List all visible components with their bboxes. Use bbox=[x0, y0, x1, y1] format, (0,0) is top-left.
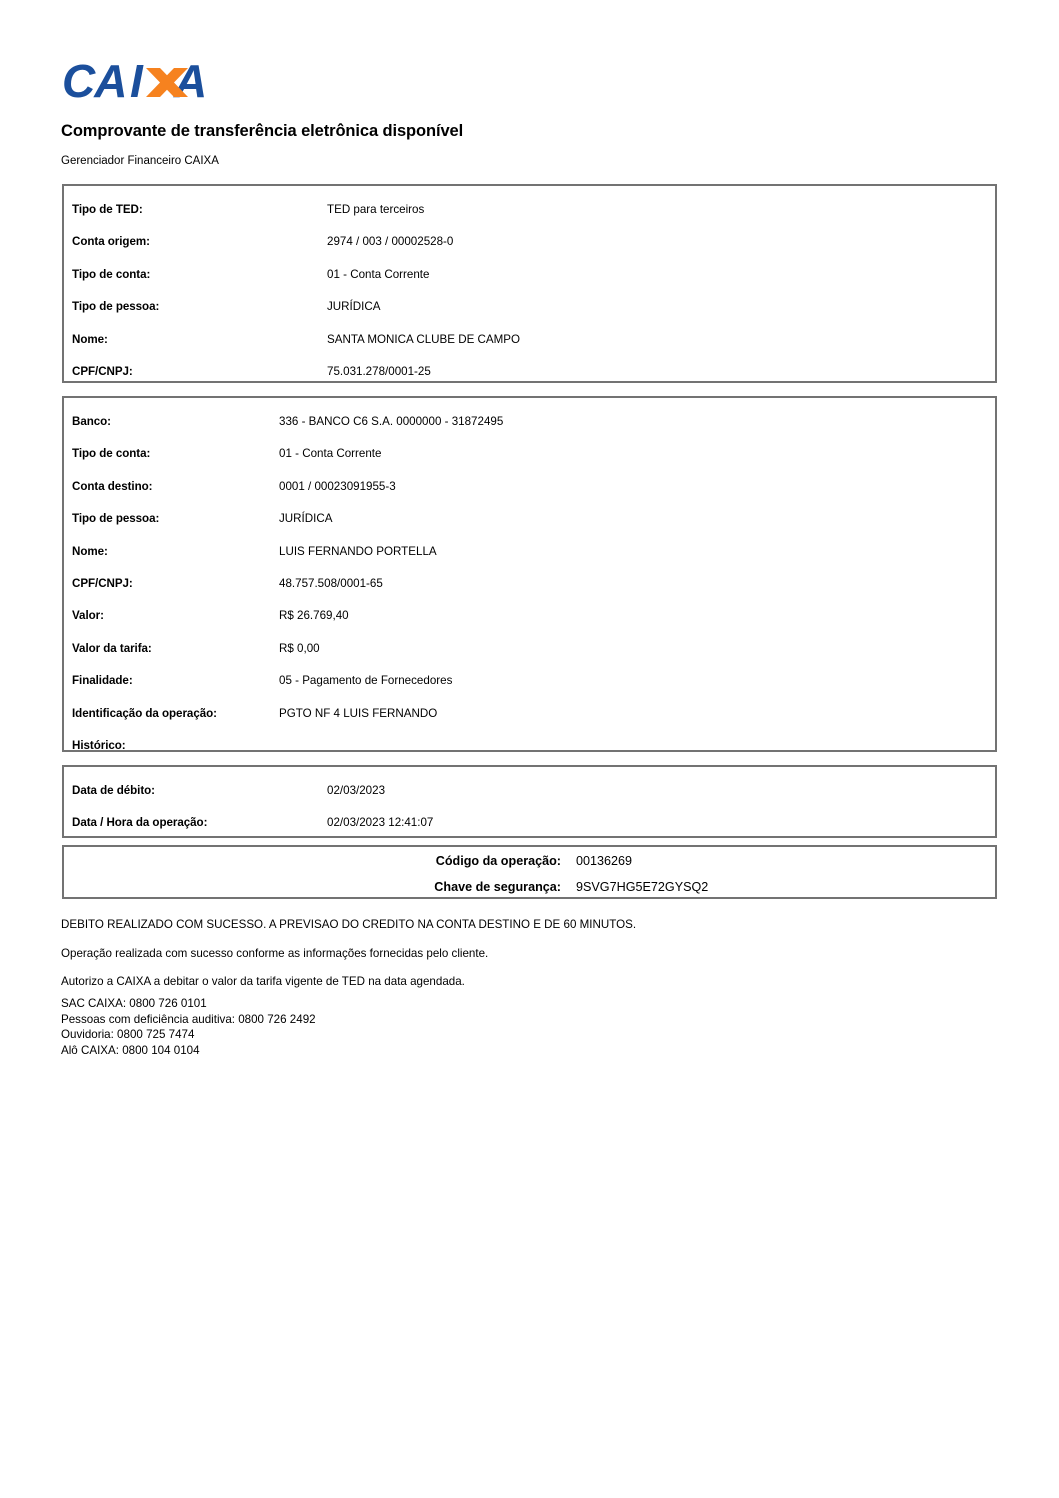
row-value: R$ 26.769,40 bbox=[279, 609, 349, 623]
row-value: SANTA MONICA CLUBE DE CAMPO bbox=[327, 332, 521, 346]
contact-list bbox=[61, 996, 316, 1058]
row-label: CPF/CNPJ: bbox=[72, 364, 133, 378]
row-label: Banco: bbox=[72, 415, 111, 428]
table-row bbox=[64, 698, 995, 730]
svg-text:A: A bbox=[174, 57, 207, 107]
table-row bbox=[64, 568, 995, 600]
contact-line: Ouvidoria: 0800 725 7474 bbox=[61, 1028, 195, 1042]
row-value: 02/03/2023 bbox=[327, 784, 386, 797]
table-row bbox=[64, 665, 995, 697]
contact-line: Pessoas com deficiência auditiva: 0800 726 2492 bbox=[61, 1012, 316, 1026]
page-subtitle: Gerenciador Financeiro CAIXA bbox=[61, 155, 219, 167]
table-row bbox=[64, 291, 995, 323]
caixa-logo bbox=[62, 57, 247, 109]
row-label: Identificação da operação: bbox=[72, 706, 217, 720]
row-value: 02/03/2023 12:41:07 bbox=[327, 816, 434, 830]
svg-text:CA: CA bbox=[62, 57, 127, 107]
table-row bbox=[64, 324, 995, 356]
row-value: 01 - Conta Corrente bbox=[327, 267, 430, 281]
operation-value: 9SVG7HG5E72GYSQ2 bbox=[576, 880, 709, 894]
origin-rows bbox=[64, 186, 995, 388]
operation-label: Código da operação: bbox=[435, 854, 561, 868]
row-value: 75.031.278/0001-25 bbox=[327, 364, 431, 378]
row-value: 48.757.508/0001-65 bbox=[279, 576, 383, 590]
table-row bbox=[64, 194, 995, 226]
row-value: 0001 / 00023091955-3 bbox=[279, 479, 396, 493]
confirmation-message: Operação realizada com sucesso conforme as informações fornecidas pelo cliente. bbox=[61, 947, 489, 960]
row-value: 05 - Pagamento de Fornecedores bbox=[279, 674, 453, 688]
origin-account-section bbox=[62, 184, 997, 383]
table-row bbox=[64, 471, 995, 503]
table-row bbox=[64, 438, 995, 470]
operation-label: Chave de segurança: bbox=[434, 880, 561, 894]
table-row bbox=[64, 406, 995, 438]
dates-section bbox=[62, 765, 997, 838]
row-label: Tipo de TED: bbox=[72, 203, 143, 216]
table-row bbox=[64, 633, 995, 665]
authorization-message: Autorizo a CAIXA a debitar o valor da tarifa vigente de TED na data agendada. bbox=[61, 975, 465, 988]
row-label: Nome: bbox=[72, 544, 108, 558]
row-value: JURÍDICA bbox=[327, 300, 381, 314]
row-value: 336 - BANCO C6 S.A. 0000000 - 31872495 bbox=[279, 415, 504, 428]
contact-line: Alô CAIXA: 0800 104 0104 bbox=[61, 1043, 200, 1057]
row-value: 01 - Conta Corrente bbox=[279, 447, 382, 461]
table-row bbox=[64, 600, 995, 632]
operation-value: 00136269 bbox=[576, 854, 633, 868]
operation-row bbox=[64, 874, 995, 900]
row-label: Data de débito: bbox=[72, 784, 155, 797]
row-label: CPF/CNPJ: bbox=[72, 576, 133, 590]
operation-rows bbox=[64, 847, 995, 900]
svg-text:I: I bbox=[130, 57, 142, 107]
table-row bbox=[64, 807, 995, 839]
row-label: Data / Hora da operação: bbox=[72, 816, 208, 830]
table-row bbox=[64, 226, 995, 258]
row-label: Finalidade: bbox=[72, 674, 133, 688]
table-row bbox=[64, 775, 995, 807]
page-title: Comprovante de transferência eletrônica disponível bbox=[61, 122, 464, 140]
row-label: Valor: bbox=[72, 609, 104, 623]
row-value: TED para terceiros bbox=[327, 203, 425, 216]
row-label: Conta destino: bbox=[72, 479, 153, 493]
row-label: Histórico: bbox=[72, 738, 126, 752]
row-value: PGTO NF 4 LUIS FERNANDO bbox=[279, 706, 438, 720]
row-label: Valor da tarifa: bbox=[72, 641, 152, 655]
table-row bbox=[64, 503, 995, 535]
dates-rows bbox=[64, 767, 995, 840]
row-value: 2974 / 003 / 00002528-0 bbox=[327, 235, 454, 249]
contact-line: SAC CAIXA: 0800 726 0101 bbox=[61, 997, 207, 1010]
table-row bbox=[64, 730, 995, 762]
table-row bbox=[64, 259, 995, 291]
row-label: Conta origem: bbox=[72, 235, 150, 249]
row-label: Tipo de conta: bbox=[72, 267, 151, 281]
table-row bbox=[64, 356, 995, 388]
operation-code-section bbox=[62, 845, 997, 899]
row-label: Tipo de conta: bbox=[72, 447, 151, 461]
row-value: LUIS FERNANDO PORTELLA bbox=[279, 544, 437, 558]
destination-account-section bbox=[62, 396, 997, 752]
row-value: R$ 0,00 bbox=[279, 641, 320, 655]
status-message: DEBITO REALIZADO COM SUCESSO. A PREVISAO DO CREDITO NA CONTA DESTINO E DE 60 MINUTOS. bbox=[61, 918, 637, 931]
row-label: Nome: bbox=[72, 332, 108, 346]
row-label: Tipo de pessoa: bbox=[72, 300, 160, 314]
operation-row bbox=[64, 848, 995, 874]
row-value: JURÍDICA bbox=[279, 512, 333, 526]
row-label: Tipo de pessoa: bbox=[72, 512, 160, 526]
destination-rows bbox=[64, 398, 995, 762]
table-row bbox=[64, 536, 995, 568]
